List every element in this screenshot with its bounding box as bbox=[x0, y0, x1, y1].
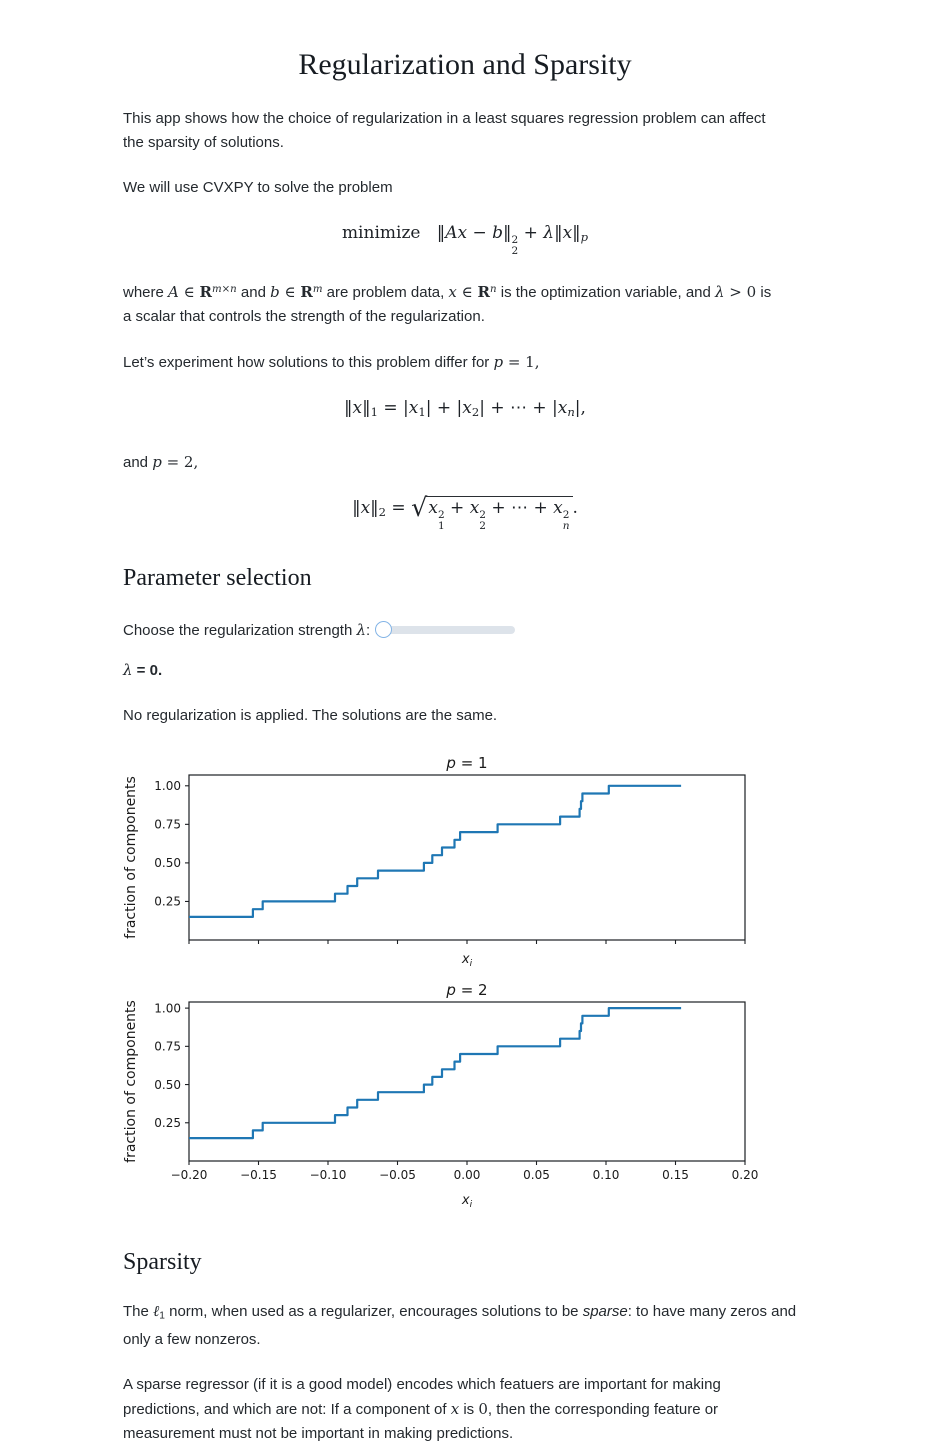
svg-text:1.00: 1.00 bbox=[154, 778, 181, 793]
svg-text:−0.20: −0.20 bbox=[170, 1167, 208, 1182]
ecdf-chart-p2-canvas bbox=[123, 980, 783, 1208]
svg-text:xi: $x_i$ bbox=[461, 951, 473, 967]
no-regularization-note: No regularization is applied. The solutions are the same. bbox=[123, 706, 498, 724]
problem-data-paragraph: where A ∈ $R^{m\times n}$ and b ∈ $R^m$ are problem data, x ∈ $R^n$ is the optimization variable, and λ > 0 is a scalar that controls the strength of the regularization. bbox=[123, 282, 772, 325]
app-content bbox=[0, 44, 903, 1446]
svg-text:0.05: 0.05 bbox=[523, 1167, 550, 1182]
svg-text:p = 2: p = 2 bbox=[446, 980, 488, 999]
svg-text:0.10: 0.10 bbox=[592, 1167, 620, 1182]
l1-norm-formula: $‖x‖_1 = |x_1| + |x_2|$ + ⋯ + $|x_n|$, bbox=[344, 397, 586, 419]
svg-text:0.25: 0.25 bbox=[154, 1115, 181, 1130]
svg-text:0.50: 0.50 bbox=[154, 855, 181, 870]
slider-row bbox=[123, 621, 903, 639]
sparsity-paragraph-1: The ℓ$_1$ norm, when used as a regularizer, encourages solutions to be sparse: to have many zeros and only a few nonzeros. bbox=[123, 1301, 797, 1349]
svg-text:0.75: 0.75 bbox=[154, 817, 181, 832]
section-heading-sparsity: Sparsity bbox=[123, 1248, 202, 1275]
p-equals-2-paragraph: and p = 2, bbox=[123, 452, 199, 471]
l2-norm-formula: $‖x‖_2 = √x$ 2 1 + x 2 2 + ⋯ + x 2 n . bbox=[352, 492, 578, 532]
cvxpy-paragraph: We will use CVXPY to solve the problem bbox=[123, 179, 393, 196]
objective-formula: minimize ‖Ax − b‖ 2 2 + $\lambda‖x‖_p$ bbox=[341, 223, 589, 257]
ecdf-chart-p1 bbox=[123, 753, 903, 967]
lambda-slider[interactable] bbox=[375, 621, 515, 638]
slider-track[interactable] bbox=[382, 626, 515, 634]
sparsity-paragraph-2: A sparse regressor (if it is a good model) encodes which featuers are important for making predictions, and which are not: If a component of x is 0, then the corresponding feature or measurement must not be important in making predictions. bbox=[123, 1376, 721, 1443]
svg-text:−0.10: −0.10 bbox=[309, 1167, 347, 1182]
svg-text:0.00: 0.00 bbox=[453, 1167, 481, 1182]
lambda-value-text: λ = 0. bbox=[123, 660, 163, 679]
svg-text:0.25: 0.25 bbox=[154, 894, 181, 909]
section-heading-parameter-selection: Parameter selection bbox=[123, 564, 312, 591]
intro-paragraph: This app shows how the choice of regularization in a least squares regression problem can affect the sparsity of solutions. bbox=[123, 110, 766, 151]
svg-text:fraction of components: fraction of components bbox=[123, 999, 139, 1163]
svg-text:xi: $x_i$ bbox=[461, 1192, 473, 1208]
svg-text:0.15: 0.15 bbox=[662, 1167, 689, 1182]
svg-text:1.00: 1.00 bbox=[154, 1001, 181, 1016]
slider-thumb-handle[interactable] bbox=[375, 621, 392, 638]
svg-text:fraction of components: fraction of components bbox=[123, 775, 139, 939]
svg-text:−0.05: −0.05 bbox=[379, 1167, 416, 1182]
svg-text:−0.15: −0.15 bbox=[240, 1167, 277, 1182]
page-title: Regularization and Sparsity bbox=[298, 48, 632, 81]
ecdf-chart-p1-canvas bbox=[123, 753, 783, 967]
p-equals-1-paragraph: Let’s experiment how solutions to this problem differ for p = 1, bbox=[123, 352, 540, 371]
ecdf-chart-p2 bbox=[123, 980, 903, 1208]
slider-label: Choose the regularization strength λ: bbox=[123, 620, 371, 639]
svg-text:0.75: 0.75 bbox=[154, 1039, 181, 1054]
svg-text:0.20: 0.20 bbox=[731, 1167, 759, 1182]
svg-text:0.50: 0.50 bbox=[154, 1077, 181, 1092]
svg-text:p = 1: p = 1 bbox=[446, 753, 488, 772]
